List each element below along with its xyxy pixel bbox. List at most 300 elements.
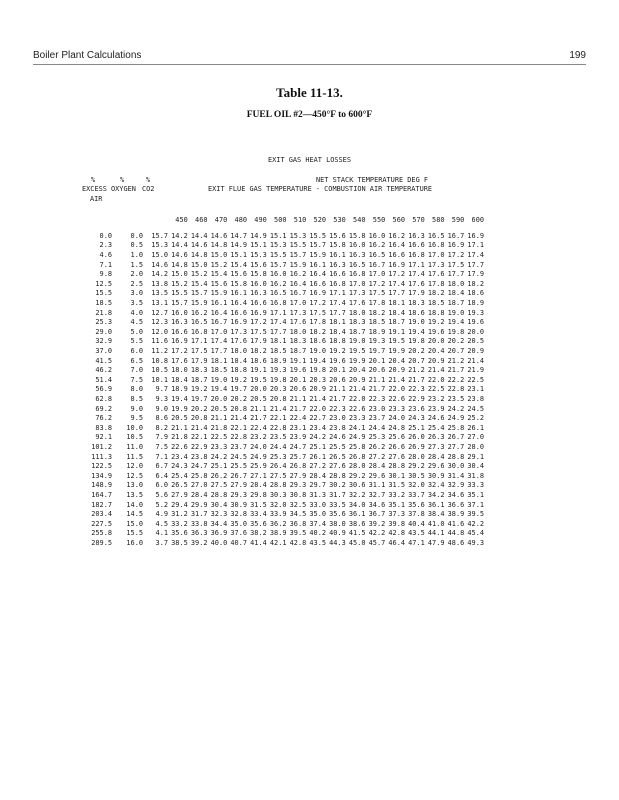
heat-loss-cell: 30.3 <box>269 490 287 499</box>
air-header: AIR <box>90 195 103 203</box>
oxygen-cell: 5.0 <box>130 327 143 336</box>
heat-loss-cell: 16.1 <box>329 251 346 260</box>
heat-loss-cell: 21.4 <box>388 375 405 384</box>
heat-loss-cell: 16.3 <box>408 231 425 240</box>
heat-loss-cell: 41.0 <box>427 519 445 528</box>
heat-loss-cell: 23.3 <box>388 404 405 413</box>
heat-loss-cell: 16.9 <box>171 337 188 346</box>
heat-loss-cell: 21.4 <box>190 423 208 432</box>
heat-loss-cell: 17.7 <box>210 347 228 356</box>
heat-loss-cell: 19.0 <box>447 308 465 317</box>
heat-loss-cell: 14.2 <box>171 231 188 240</box>
table-row <box>88 356 484 366</box>
heat-loss-cell: 16.2 <box>388 231 405 240</box>
heat-loss-cell: 33.5 <box>329 500 346 509</box>
heat-loss-cell: 18.1 <box>269 337 287 346</box>
heat-loss-cell: 29.6 <box>368 471 386 480</box>
heat-loss-cell: 20.1 <box>368 356 386 365</box>
heat-loss-cell: 20.4 <box>427 347 445 356</box>
heat-loss-cell: 18.0 <box>171 366 188 375</box>
oxygen-cell: 11.0 <box>126 442 143 451</box>
pct-excess-air: % <box>91 176 96 184</box>
heat-loss-cell: 33.4 <box>250 510 267 519</box>
heat-loss-cell: 20.9 <box>467 347 484 356</box>
heat-loss-cell: 19.8 <box>447 327 465 336</box>
heat-loss-cell: 17.8 <box>427 279 445 288</box>
heat-loss-cell: 18.2 <box>467 279 484 288</box>
heat-loss-cell: 23.7 <box>368 414 386 423</box>
heat-loss-cell: 17.0 <box>348 279 366 288</box>
table-row <box>88 289 484 299</box>
heat-loss-cell: 22.4 <box>289 414 307 423</box>
excess-air-cell: 12.5 <box>95 279 112 288</box>
heat-loss-cell: 21.1 <box>329 385 346 394</box>
heat-loss-cell: 15.0 <box>171 270 188 279</box>
heat-loss-cell: 26.3 <box>427 433 445 442</box>
heat-loss-cell: 16.5 <box>269 289 287 298</box>
heat-loss-cell: 20.9 <box>348 375 366 384</box>
heat-loss-cell: 20.9 <box>427 356 445 365</box>
temp-col-header: 540 <box>353 216 366 225</box>
temp-col-header: 600 <box>471 216 484 225</box>
heat-loss-cell: 15.5 <box>309 231 326 240</box>
heat-loss-cell: 26.6 <box>388 442 405 451</box>
heat-loss-cell: 20.6 <box>329 375 346 384</box>
oxygen-cell: 16.0 <box>126 538 143 547</box>
heat-loss-cell: 17.1 <box>269 308 287 317</box>
temp-col-header: 570 <box>412 216 425 225</box>
heat-loss-cell: 16.4 <box>210 308 228 317</box>
heat-loss-cell: 19.5 <box>348 347 366 356</box>
heat-loss-cell: 17.7 <box>388 289 405 298</box>
heat-loss-cell: 20.8 <box>269 394 287 403</box>
heat-loss-cell: 26.2 <box>368 442 386 451</box>
heat-loss-cell: 40.4 <box>408 519 425 528</box>
oxygen-cell: 3.5 <box>130 299 143 308</box>
pct-oxygen: % <box>120 176 125 184</box>
heat-loss-cell: 31.7 <box>329 490 346 499</box>
heat-loss-cell: 17.5 <box>447 260 465 269</box>
heat-loss-cell: 17.4 <box>467 251 484 260</box>
co2-cell: 12.0 <box>151 327 168 336</box>
heat-loss-cell: 18.4 <box>329 327 346 336</box>
heat-loss-cell: 31.5 <box>250 500 267 509</box>
heat-loss-cell: 20.5 <box>171 414 188 423</box>
heat-loss-cell: 15.3 <box>289 231 307 240</box>
heat-loss-cell: 22.3 <box>408 385 425 394</box>
co2-cell: 4.9 <box>155 510 168 519</box>
heat-loss-cell: 24.6 <box>427 414 445 423</box>
heat-loss-cell: 16.4 <box>388 241 405 250</box>
temp-col-header: 550 <box>372 216 386 225</box>
heat-loss-cell: 32.0 <box>269 500 287 509</box>
excess-air-cell: 0.0 <box>99 231 112 240</box>
heat-loss-cell: 17.5 <box>368 289 386 298</box>
oxygen-cell: 6.0 <box>130 347 143 356</box>
oxygen-cell: 2.5 <box>130 279 143 288</box>
co2-cell: 13.1 <box>151 299 168 308</box>
heat-loss-cell: 30.5 <box>408 471 425 480</box>
excess-air-cell: 9.8 <box>99 270 112 279</box>
heat-loss-cell: 42.2 <box>467 519 484 528</box>
heat-loss-cell: 23.3 <box>210 442 228 451</box>
heat-loss-cell: 22.2 <box>447 375 465 384</box>
heat-loss-cell: 16.0 <box>269 270 287 279</box>
heat-loss-cell: 23.2 <box>250 433 267 442</box>
excess-air-cell: 21.8 <box>95 308 112 317</box>
heat-loss-cell: 18.4 <box>171 375 188 384</box>
excess-air-cell: 148.9 <box>91 481 112 490</box>
heat-loss-cell: 24.8 <box>388 423 405 432</box>
table-row <box>88 481 484 491</box>
heat-loss-cell: 18.5 <box>368 318 386 327</box>
heat-loss-cell: 19.2 <box>230 375 247 384</box>
heat-loss-cell: 20.2 <box>230 394 247 403</box>
heat-loss-cell: 28.4 <box>190 490 208 499</box>
co2-cell: 8.6 <box>155 414 168 423</box>
heat-loss-cell: 17.1 <box>408 260 425 269</box>
heat-loss-cell: 21.8 <box>210 423 228 432</box>
heat-loss-cell: 21.7 <box>289 404 307 413</box>
heat-loss-cell: 17.6 <box>427 270 445 279</box>
heat-loss-cell: 17.4 <box>269 318 287 327</box>
heat-loss-cell: 27.1 <box>250 471 267 480</box>
heat-loss-cell: 16.7 <box>289 289 307 298</box>
heat-loss-cell: 15.9 <box>190 299 208 308</box>
heat-loss-cell: 38.6 <box>348 519 366 528</box>
heat-loss-cell: 25.3 <box>368 433 386 442</box>
heat-loss-cell: 15.4 <box>190 279 208 288</box>
heat-loss-cell: 35.6 <box>329 510 346 519</box>
heat-loss-cell: 17.6 <box>348 299 366 308</box>
heat-loss-cell: 38.2 <box>250 529 267 538</box>
heat-loss-cell: 20.5 <box>250 394 267 403</box>
temp-col-header: 530 <box>333 216 346 225</box>
heat-loss-cell: 42.8 <box>388 529 405 538</box>
heat-loss-cell: 40.9 <box>329 529 346 538</box>
heat-loss-cell: 25.1 <box>309 442 326 451</box>
table-row <box>88 347 484 357</box>
heat-loss-cell: 26.7 <box>230 471 247 480</box>
heat-loss-cell: 19.1 <box>388 327 405 336</box>
heat-loss-cell: 25.5 <box>329 442 346 451</box>
heat-loss-cell: 36.9 <box>210 529 228 538</box>
heat-loss-cell: 19.8 <box>408 337 425 346</box>
co2-cell: 9.7 <box>155 385 168 394</box>
heat-loss-cell: 32.8 <box>230 510 247 519</box>
heat-loss-cell: 14.6 <box>171 251 188 260</box>
running-head <box>33 48 586 65</box>
heat-loss-cell: 26.8 <box>348 452 366 461</box>
oxygen-cell: 14.5 <box>126 510 143 519</box>
heat-loss-cell: 24.6 <box>329 433 346 442</box>
page-number: 199 <box>569 50 586 61</box>
heat-loss-cell: 25.8 <box>190 471 208 480</box>
heat-loss-cell: 14.4 <box>171 241 188 250</box>
heat-loss-cell: 17.4 <box>388 279 405 288</box>
heat-loss-cell: 31.3 <box>309 490 326 499</box>
heat-loss-cell: 16.2 <box>368 241 386 250</box>
co2-cell: 9.0 <box>155 404 168 413</box>
temp-col-header: 560 <box>392 216 405 225</box>
oxygen-cell: 13.0 <box>126 481 143 490</box>
heat-loss-cell: 15.1 <box>269 231 287 240</box>
heat-loss-cell: 45.0 <box>348 538 366 547</box>
heat-loss-cell: 30.4 <box>210 500 228 509</box>
heat-loss-cell: 17.3 <box>427 260 445 269</box>
heat-loss-cell: 19.6 <box>329 356 346 365</box>
heat-loss-cell: 20.9 <box>388 366 405 375</box>
oxygen-cell: 7.0 <box>130 366 143 375</box>
heat-loss-cell: 28.8 <box>388 462 405 471</box>
heat-loss-cell: 32.7 <box>368 490 386 499</box>
heat-loss-cell: 36.3 <box>190 529 208 538</box>
excess-air-cell: 92.1 <box>95 433 112 442</box>
heat-loss-cell: 37.1 <box>467 500 484 509</box>
table-row <box>88 318 484 328</box>
heat-loss-cell: 29.3 <box>230 490 247 499</box>
heat-loss-cell: 19.4 <box>171 394 188 403</box>
heat-loss-cell: 22.9 <box>190 442 208 451</box>
excess-header: EXCESS <box>82 185 107 193</box>
heat-loss-cell: 39.2 <box>190 538 208 547</box>
heat-loss-cell: 43.5 <box>408 529 425 538</box>
heat-loss-cell: 22.1 <box>190 433 208 442</box>
heat-loss-cell: 25.8 <box>447 423 465 432</box>
heat-loss-cell: 24.9 <box>447 414 465 423</box>
oxygen-cell: 15.5 <box>126 529 143 538</box>
excess-air-cell: 41.5 <box>95 356 112 365</box>
heat-loss-cell: 22.9 <box>408 394 425 403</box>
heat-loss-cell: 18.5 <box>210 366 228 375</box>
heat-loss-cell: 16.6 <box>230 308 247 317</box>
heat-loss-cell: 30.2 <box>329 481 346 490</box>
excess-air-cell: 15.5 <box>95 289 112 298</box>
heat-loss-cell: 16.7 <box>447 231 465 240</box>
heat-loss-cell: 18.3 <box>289 337 307 346</box>
heat-loss-cell: 14.9 <box>230 241 247 250</box>
co2-cell: 10.1 <box>151 375 168 384</box>
heat-loss-cell: 16.0 <box>348 241 366 250</box>
heat-loss-cell: 19.7 <box>230 385 247 394</box>
heat-loss-cell: 16.8 <box>348 270 366 279</box>
oxygen-cell: 6.5 <box>130 356 143 365</box>
heat-loss-cell: 19.9 <box>388 347 405 356</box>
heat-loss-cell: 16.9 <box>388 260 405 269</box>
heat-loss-cell: 24.0 <box>388 414 405 423</box>
heat-loss-cell: 26.2 <box>210 471 228 480</box>
heat-loss-cell: 18.0 <box>348 308 366 317</box>
heat-loss-cell: 17.9 <box>250 337 267 346</box>
heat-loss-cell: 18.6 <box>250 356 267 365</box>
heat-loss-cell: 20.2 <box>447 337 465 346</box>
heat-loss-cell: 39.5 <box>467 510 484 519</box>
co2-cell: 15.7 <box>151 231 168 240</box>
heat-loss-cell: 44.8 <box>447 529 465 538</box>
heat-loss-cell: 21.4 <box>427 366 445 375</box>
running-head-title: Boiler Plant Calculations <box>33 50 142 61</box>
heat-loss-cell: 22.0 <box>427 375 445 384</box>
heat-loss-cell: 16.1 <box>210 299 228 308</box>
heat-loss-table <box>88 216 484 548</box>
heat-loss-cell: 38.0 <box>329 519 346 528</box>
heat-loss-cell: 39.5 <box>289 529 307 538</box>
heat-loss-cell: 17.9 <box>467 270 484 279</box>
heat-loss-cell: 21.4 <box>467 356 484 365</box>
heat-loss-cell: 22.8 <box>269 423 287 432</box>
heat-loss-cell: 24.4 <box>269 442 287 451</box>
heat-loss-cell: 20.6 <box>368 366 386 375</box>
heat-loss-cell: 37.6 <box>230 529 247 538</box>
heat-loss-cell: 17.5 <box>250 327 267 336</box>
heat-loss-cell: 25.1 <box>408 423 425 432</box>
heat-loss-cell: 20.4 <box>388 356 405 365</box>
heat-loss-cell: 48.6 <box>447 538 465 547</box>
heat-loss-cell: 20.3 <box>309 375 326 384</box>
heat-loss-cell: 33.0 <box>309 500 326 509</box>
heat-loss-cell: 18.3 <box>190 366 208 375</box>
temp-col-header: 450 <box>175 216 188 225</box>
heat-loss-cell: 30.8 <box>289 490 307 499</box>
heat-loss-cell: 23.7 <box>230 442 247 451</box>
heat-loss-cell: 37.8 <box>408 510 425 519</box>
heat-loss-cell: 38.5 <box>171 538 188 547</box>
heat-loss-cell: 17.5 <box>309 308 326 317</box>
excess-air-cell: 134.9 <box>91 471 112 480</box>
heat-loss-cell: 16.6 <box>388 251 405 260</box>
temp-col-header: 500 <box>274 216 287 225</box>
heat-loss-cell: 27.0 <box>467 433 484 442</box>
heat-loss-cell: 18.0 <box>447 279 465 288</box>
heat-loss-cell: 15.5 <box>289 241 307 250</box>
oxygen-cell: 1.5 <box>130 260 143 269</box>
heat-loss-cell: 19.4 <box>309 356 326 365</box>
temperature-header-row <box>88 216 484 226</box>
heat-loss-cell: 17.3 <box>289 308 307 317</box>
heat-loss-cell: 18.1 <box>210 356 228 365</box>
table-row <box>88 519 484 529</box>
heat-loss-cell: 28.8 <box>269 481 287 490</box>
heat-loss-cell: 17.4 <box>329 299 346 308</box>
heat-loss-cell: 17.2 <box>309 299 326 308</box>
heat-loss-cell: 20.6 <box>289 385 307 394</box>
heat-loss-cell: 18.7 <box>348 327 366 336</box>
heat-loss-cell: 16.3 <box>171 318 188 327</box>
table-row <box>88 404 484 414</box>
heat-loss-cell: 24.1 <box>348 423 366 432</box>
oxygen-cell: 5.5 <box>130 337 143 346</box>
table-row <box>88 510 484 520</box>
table-row <box>88 395 484 405</box>
heat-loss-cell: 22.3 <box>329 404 346 413</box>
heat-loss-cell: 21.7 <box>368 385 386 394</box>
heat-loss-cell: 21.7 <box>329 394 346 403</box>
temp-col-header: 470 <box>214 216 228 225</box>
heat-loss-cell: 15.8 <box>329 241 346 250</box>
table-row <box>88 423 484 433</box>
heat-loss-cell: 14.8 <box>190 251 208 260</box>
heat-loss-cell: 17.6 <box>408 279 425 288</box>
heat-loss-cell: 17.0 <box>210 327 228 336</box>
heat-loss-cell: 18.7 <box>190 375 208 384</box>
heat-loss-cell: 16.6 <box>408 241 425 250</box>
heat-loss-cell: 17.7 <box>269 327 287 336</box>
oxygen-cell: 3.0 <box>130 289 143 298</box>
excess-air-cell: 46.2 <box>95 366 112 375</box>
co2-cell: 3.7 <box>155 538 168 547</box>
heat-loss-cell: 20.0 <box>427 337 445 346</box>
heat-loss-cell: 35.1 <box>388 500 405 509</box>
co2-cell: 14.6 <box>151 260 168 269</box>
heat-loss-cell: 38.9 <box>447 510 465 519</box>
heat-loss-cell: 16.3 <box>250 289 267 298</box>
excess-air-cell: 32.9 <box>95 337 112 346</box>
heat-loss-cell: 17.2 <box>447 251 465 260</box>
heat-loss-cell: 31.7 <box>190 510 208 519</box>
heat-loss-cell: 15.4 <box>210 270 228 279</box>
heat-loss-cell: 27.2 <box>309 462 326 471</box>
excess-air-cell: 164.7 <box>91 490 112 499</box>
heat-loss-cell: 18.1 <box>329 318 346 327</box>
heat-loss-cell: 15.3 <box>269 241 287 250</box>
heat-loss-cell: 33.8 <box>190 519 208 528</box>
heat-loss-cell: 15.7 <box>171 299 188 308</box>
heat-loss-cell: 27.6 <box>388 452 405 461</box>
heat-loss-cell: 26.1 <box>309 452 326 461</box>
heat-loss-cell: 17.8 <box>309 318 326 327</box>
heat-loss-cell: 20.7 <box>447 347 465 356</box>
heat-loss-cell: 18.0 <box>230 347 247 356</box>
heat-loss-cell: 16.4 <box>230 299 247 308</box>
heat-loss-cell: 22.5 <box>467 375 484 384</box>
heat-loss-cell: 26.1 <box>467 423 484 432</box>
heat-loss-cell: 29.7 <box>309 481 326 490</box>
heat-loss-cell: 42.1 <box>269 538 287 547</box>
heat-loss-cell: 22.6 <box>171 442 188 451</box>
heat-loss-cell: 22.5 <box>427 385 445 394</box>
heat-loss-cell: 34.2 <box>427 490 445 499</box>
heat-loss-cell: 17.9 <box>408 289 425 298</box>
co2-cell: 5.6 <box>155 490 168 499</box>
heat-loss-cell: 15.2 <box>190 270 208 279</box>
temp-col-header: 490 <box>254 216 267 225</box>
co2-cell: 15.3 <box>151 241 168 250</box>
table-row <box>88 241 484 251</box>
heat-loss-cell: 23.4 <box>171 452 188 461</box>
heat-loss-cell: 29.2 <box>408 462 425 471</box>
heat-loss-cell: 27.7 <box>447 442 465 451</box>
heat-loss-cell: 15.9 <box>309 251 326 260</box>
heat-loss-cell: 19.9 <box>348 356 366 365</box>
heat-loss-cell: 19.8 <box>309 366 326 375</box>
heat-loss-cell: 24.3 <box>171 462 188 471</box>
heat-loss-cell: 16.4 <box>309 270 326 279</box>
heat-loss-cell: 17.1 <box>329 289 346 298</box>
temp-col-header: 580 <box>432 216 445 225</box>
co2-cell: 14.2 <box>151 270 168 279</box>
table-row <box>88 443 484 453</box>
heat-loss-cell: 32.2 <box>348 490 366 499</box>
heat-loss-cell: 38.4 <box>427 510 445 519</box>
table-row <box>88 433 484 443</box>
excess-air-cell: 203.4 <box>91 510 112 519</box>
heat-loss-cell: 19.6 <box>427 327 445 336</box>
heat-loss-cell: 22.1 <box>269 414 287 423</box>
heat-loss-cell: 30.1 <box>388 471 405 480</box>
heat-loss-cell: 29.6 <box>427 462 445 471</box>
heat-loss-cell: 22.0 <box>348 394 366 403</box>
heat-loss-cell: 35.0 <box>230 519 247 528</box>
